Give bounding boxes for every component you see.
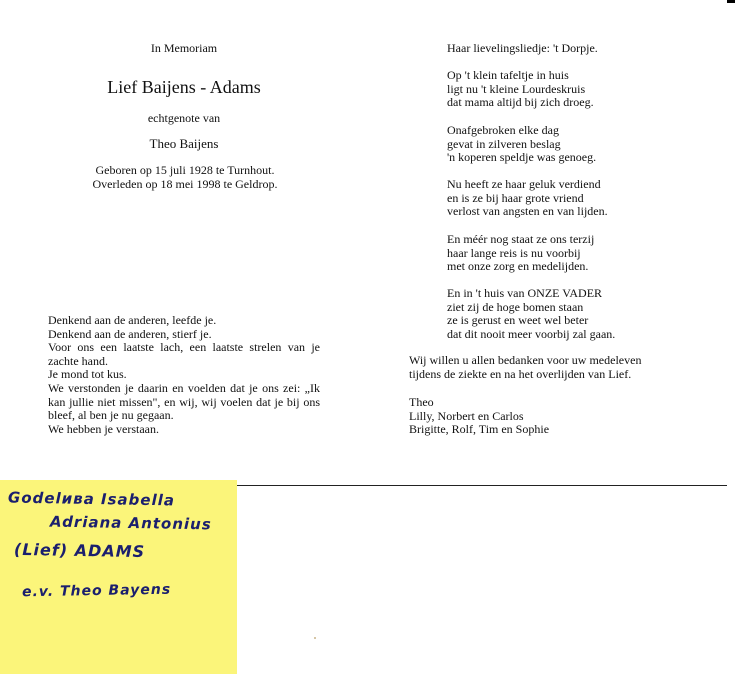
deceased-name: Lief Baijens - Adams bbox=[107, 77, 261, 97]
thanks-line: Wij willen u allen bedanken voor uw medeleven bbox=[409, 353, 642, 367]
in-memoriam-heading: In Memoriam bbox=[150, 41, 218, 55]
signature-line: Theo bbox=[409, 395, 434, 409]
spouse-label: echtgenote van bbox=[147, 111, 221, 125]
stanza-line: ziet zij de hoge bomen staan bbox=[447, 299, 584, 314]
birth-line: Geboren op 15 juli 1928 te Turnhout. bbox=[95, 163, 275, 177]
spouse-name: Theo Baijens bbox=[149, 136, 219, 151]
handwritten-line: Adriana Antonius bbox=[49, 512, 212, 534]
stanza-line: en is ze bij haar grote vriend bbox=[447, 190, 584, 205]
stanza-line: Nu heeft ze haar geluk verdiend bbox=[447, 177, 601, 191]
stanza-line: dat mama altijd bij zich droeg. bbox=[447, 95, 594, 110]
stanza-line: En in 't huis van ONZE VADER bbox=[447, 286, 603, 300]
signature-line: Lilly, Norbert en Carlos bbox=[409, 408, 524, 423]
handwritten-line: Godelива Isabella bbox=[7, 488, 176, 510]
stanza-line: ligt nu 't kleine Lourdeskruis bbox=[447, 81, 586, 96]
poem-block bbox=[48, 314, 320, 436]
signature-line: Brigitte, Rolf, Tim en Sophie bbox=[409, 422, 550, 437]
signatures bbox=[409, 396, 549, 437]
card-bottom-edge bbox=[237, 485, 727, 486]
corner-mark bbox=[727, 0, 735, 3]
handwritten-line: e.v. Theo Bayens bbox=[21, 581, 172, 601]
thanks-block bbox=[409, 354, 641, 381]
stanza-line: haar lange reis is nu voorbij bbox=[447, 245, 581, 260]
stanza-line: gevat in zilveren beslag bbox=[447, 136, 561, 151]
death-line: Overleden op 18 mei 1998 te Geldrop. bbox=[92, 176, 278, 191]
stanza-line: Op 't klein tafeltje in huis bbox=[447, 68, 569, 82]
poem-line: Denkend aan de anderen, stierf je. bbox=[48, 326, 212, 341]
stanza bbox=[447, 287, 615, 341]
poem-line: Denkend aan de anderen, leefde je. bbox=[48, 313, 217, 327]
stanza-line: En méér nog staat ze ons terzij bbox=[447, 232, 595, 246]
life-dates bbox=[60, 164, 310, 191]
thanks-line: tijdens de ziekte en na het overlijden van Lief. bbox=[409, 366, 632, 381]
stanza bbox=[447, 178, 608, 219]
stanza bbox=[447, 124, 596, 165]
sticky-note bbox=[0, 480, 237, 674]
stanza-line: met onze zorg en medelijden. bbox=[447, 259, 589, 274]
stanza-line: verlost van angsten en van lijden. bbox=[447, 204, 608, 219]
poem-line: Voor ons een laatste lach, een laatste strelen van je zachte hand. bbox=[48, 340, 320, 368]
stanza-line: dat dit nooit meer voorbij zal gaan. bbox=[447, 326, 616, 341]
poem-line: Je mond tot kus. bbox=[48, 367, 127, 382]
stanza bbox=[447, 69, 594, 110]
stanza bbox=[447, 233, 594, 274]
stanza-line: 'n koperen speldje was genoeg. bbox=[447, 150, 597, 165]
poem-line: We verstonden je daarin en voelden dat je ons zei: „Ik kan jullie niet missen", en wij, wij voelen dat je bij ons bleef, al ben je nu gegaan. bbox=[48, 380, 320, 423]
song-title: Haar lievelingsliedje: 't Dorpje. bbox=[447, 41, 598, 55]
stanza-line: ze is gerust en weet wel beter bbox=[447, 313, 589, 328]
handwritten-line: (Lief) ADAMS bbox=[13, 539, 146, 562]
poem-line: We hebben je verstaan. bbox=[48, 421, 159, 436]
speck bbox=[314, 637, 316, 639]
stanza-line: Onafgebroken elke dag bbox=[447, 123, 559, 137]
